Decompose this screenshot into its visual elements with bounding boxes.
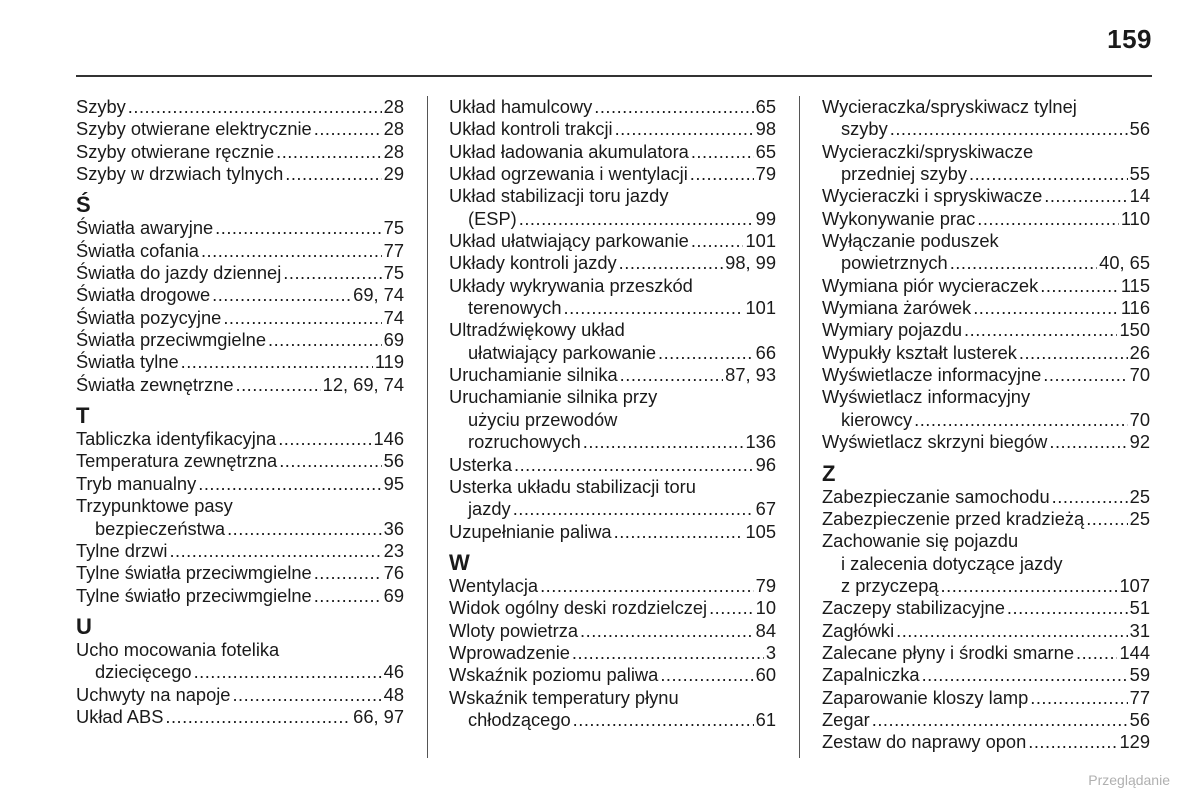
leader-dots (580, 620, 754, 642)
footer-label: Przeglądanie (1088, 772, 1170, 788)
entry-term: Zabezpieczenie przed kradzieżą (822, 507, 1085, 529)
page-reference: 77 (1129, 686, 1150, 708)
index-entry (449, 575, 776, 597)
entry-term: Zachowanie się pojazdu (822, 530, 1019, 552)
entry-term: Wskaźnik poziomu paliwa (449, 664, 659, 686)
page-reference: 74 (383, 306, 404, 328)
page-reference: 92 (1129, 431, 1150, 453)
page-reference: 70 (1129, 408, 1150, 430)
entry-term: Wentylacja (449, 574, 539, 596)
leader-dots (691, 141, 754, 163)
leader-dots (194, 661, 382, 683)
entry-term: Zestaw do naprawy opon (822, 731, 1027, 753)
leader-dots (914, 409, 1128, 431)
entry-term: z przyczepą (841, 574, 939, 596)
entry-term: Zaczepy stabilizacyjne (822, 597, 1005, 619)
leader-dots (572, 642, 764, 664)
entry-term: Ultradźwiękowy układ (449, 319, 625, 341)
entry-term: (ESP) (468, 207, 517, 229)
index-entry (449, 620, 776, 642)
page-reference: 119 (374, 351, 404, 373)
index-entry (76, 141, 404, 163)
leader-dots (165, 706, 351, 728)
index-entry (76, 118, 404, 140)
index-entry (822, 409, 1150, 431)
index-entry (822, 642, 1150, 664)
index-entry (76, 428, 404, 450)
index-entry-continuation (822, 141, 1150, 163)
entry-term: Układ stabilizacji toru jazdy (449, 185, 669, 207)
leader-dots (660, 664, 753, 686)
index-entry (822, 709, 1150, 731)
leader-dots (314, 118, 382, 140)
leader-dots (128, 96, 382, 118)
page-reference: 3 (765, 641, 776, 663)
entry-term: ułatwiający parkowanie (468, 341, 656, 363)
leader-dots (620, 364, 724, 386)
leader-dots (1044, 185, 1127, 207)
entry-term: Zalecane płyny i środki smarne (822, 641, 1074, 663)
index-entry (449, 230, 776, 252)
leader-dots (1076, 642, 1118, 664)
leader-dots (236, 374, 321, 396)
entry-term: Tabliczka identyfikacyjna (76, 428, 277, 450)
index-entry-continuation (449, 386, 776, 408)
page-reference: 46 (383, 661, 404, 683)
index-entry (449, 364, 776, 386)
index-entry-continuation (449, 476, 776, 498)
entry-term: dziecięcego (95, 661, 192, 683)
page-reference: 69, 74 (353, 284, 404, 306)
leader-dots (619, 252, 724, 274)
leader-dots (1028, 731, 1117, 753)
index-entry (76, 329, 404, 351)
leader-dots (896, 620, 1128, 642)
page-reference: 55 (1129, 163, 1150, 185)
entry-term: Światła pozycyjne (76, 306, 222, 328)
index-entry (449, 454, 776, 476)
entry-term: Zegar (822, 708, 870, 730)
entry-term: Wyświetlacz skrzyni biegów (822, 431, 1048, 453)
page-reference: 25 (1129, 507, 1150, 529)
page-reference: 99 (755, 207, 776, 229)
page-reference: 12, 69, 74 (322, 373, 404, 395)
page-reference: 150 (1119, 319, 1150, 341)
index-entry (822, 431, 1150, 453)
entry-term: Wprowadzenie (449, 641, 570, 663)
index-column-1 (76, 96, 404, 728)
index-entry (449, 664, 776, 686)
page-reference: 79 (755, 163, 776, 185)
entry-term: Układ ułatwiający parkowanie (449, 230, 689, 252)
leader-dots (198, 473, 381, 495)
entry-term: Światła przeciwmgielne (76, 329, 266, 351)
page-reference: 105 (745, 520, 776, 542)
leader-dots (691, 230, 744, 252)
entry-term: Wycieraczki i spryskiwacze (822, 185, 1043, 207)
leader-dots (890, 118, 1128, 140)
page-reference: 77 (383, 239, 404, 261)
entry-term: Uruchamianie silnika (449, 364, 618, 386)
entry-term: Zagłówki (822, 619, 895, 641)
entry-term: Wykonywanie prac (822, 207, 976, 229)
page-reference: 40, 65 (1099, 252, 1150, 274)
entry-term: Uruchamianie silnika przy (449, 386, 658, 408)
leader-dots (1007, 597, 1128, 619)
entry-term: Wycieraczka/spryskiwacz tylnej (822, 96, 1077, 117)
entry-term: powietrznych (841, 252, 948, 274)
page-reference: 129 (1119, 731, 1150, 753)
entry-term: terenowych (468, 297, 562, 319)
entry-term: Szyby otwierane ręcznie (76, 140, 275, 162)
index-entry (76, 706, 404, 728)
index-column-2 (449, 96, 776, 731)
entry-term: Wyświetlacze informacyjne (822, 364, 1042, 386)
index-entry (822, 118, 1150, 140)
leader-dots (1040, 275, 1119, 297)
page-reference: 65 (755, 96, 776, 117)
entry-term: Układ ABS (76, 705, 164, 727)
index-entry (76, 540, 404, 562)
index-entry (76, 351, 404, 373)
leader-dots (573, 709, 754, 731)
leader-dots (201, 240, 382, 262)
page-reference: 101 (745, 297, 776, 319)
page-number: 159 (1107, 24, 1152, 54)
page-reference: 75 (383, 217, 404, 239)
index-entry-continuation (449, 687, 776, 709)
leader-dots (1052, 486, 1128, 508)
entry-term: i zalecenia dotyczące jazdy (841, 552, 1063, 574)
entry-term: Światła drogowe (76, 284, 211, 306)
leader-dots (973, 297, 1119, 319)
leader-dots (223, 307, 381, 329)
page-reference: 70 (1129, 364, 1150, 386)
entry-term: Wypukły kształt lusterek (822, 341, 1017, 363)
index-entry-continuation (76, 495, 404, 517)
entry-term: Szyby (76, 96, 126, 117)
index-entry (449, 642, 776, 664)
leader-dots (1049, 431, 1127, 453)
index-entry (449, 709, 776, 731)
index-column-3 (822, 96, 1150, 754)
index-entry (822, 185, 1150, 207)
page-reference: 31 (1129, 619, 1150, 641)
entry-term: Światła cofania (76, 239, 199, 261)
index-entry (76, 585, 404, 607)
page-reference: 110 (1120, 207, 1150, 229)
leader-dots (519, 208, 754, 230)
leader-dots (969, 163, 1128, 185)
index-entry (76, 262, 404, 284)
index-entry (822, 275, 1150, 297)
leader-dots (922, 664, 1128, 686)
index-entry (76, 163, 404, 185)
leader-dots (314, 562, 382, 584)
index-entry (822, 163, 1150, 185)
leader-dots (1086, 508, 1127, 530)
leader-dots (276, 141, 382, 163)
index-entry (76, 518, 404, 540)
page-reference: 25 (1129, 485, 1150, 507)
index-letter-heading: W (449, 549, 470, 575)
index-entry-continuation (822, 530, 1150, 552)
leader-dots (268, 329, 382, 351)
entry-term: Układ ogrzewania i wentylacji (449, 163, 688, 185)
entry-term: Wskaźnik temperatury płynu (449, 686, 679, 708)
page-reference: 14 (1129, 185, 1150, 207)
index-letter-heading: Z (822, 460, 836, 486)
index-entry (449, 163, 776, 185)
page-reference: 84 (755, 619, 776, 641)
page-reference: 67 (755, 498, 776, 520)
leader-dots (212, 284, 351, 306)
index-entry (449, 252, 776, 274)
index-entry (76, 284, 404, 306)
entry-term: Wloty powietrza (449, 619, 579, 641)
index-entry (822, 731, 1150, 753)
leader-dots (950, 252, 1097, 274)
entry-term: Wymiana żarówek (822, 297, 972, 319)
leader-dots (285, 163, 381, 185)
index-entry-continuation (449, 185, 776, 207)
entry-term: Usterka (449, 453, 512, 475)
page-reference: 76 (383, 562, 404, 584)
index-entry (449, 597, 776, 619)
page-reference: 28 (383, 96, 404, 117)
leader-dots (709, 597, 754, 619)
index-entry (76, 684, 404, 706)
page-reference: 56 (1129, 118, 1150, 140)
leader-dots (690, 163, 754, 185)
page-reference: 96 (755, 453, 776, 475)
entry-term: Wymiana piór wycieraczek (822, 274, 1039, 296)
page-reference: 26 (1129, 341, 1150, 363)
index-entry (822, 687, 1150, 709)
index-entry (449, 431, 776, 453)
index-entry (822, 208, 1150, 230)
index-entry (76, 374, 404, 396)
index-entry-continuation (822, 386, 1150, 408)
index-entry (76, 96, 404, 118)
entry-term: Zapalniczka (822, 664, 920, 686)
entry-term: Widok ogólny deski rozdzielczej (449, 597, 708, 619)
entry-term: Światła tylne (76, 351, 179, 373)
entry-term: jazdy (468, 498, 511, 520)
entry-term: Wymiary pojazdu (822, 319, 963, 341)
leader-dots (1043, 364, 1127, 386)
page-reference: 56 (1129, 708, 1150, 730)
index-entry (822, 664, 1150, 686)
leader-dots (314, 585, 382, 607)
leader-dots (615, 118, 754, 140)
index-entry (822, 252, 1150, 274)
leader-dots (232, 684, 381, 706)
entry-term: Trzypunktowe pasy (76, 495, 233, 517)
index-entry (449, 141, 776, 163)
entry-term: Usterka układu stabilizacji toru (449, 475, 696, 497)
leader-dots (279, 450, 381, 472)
leader-dots (278, 428, 371, 450)
entry-term: Szyby w drzwiach tylnych (76, 163, 284, 185)
page-reference: 146 (373, 428, 404, 450)
index-entry (76, 562, 404, 584)
entry-term: szyby (841, 118, 888, 140)
page-reference: 66 (755, 341, 776, 363)
leader-dots (169, 540, 381, 562)
leader-dots (594, 96, 753, 118)
page-reference: 60 (755, 664, 776, 686)
entry-term: Światła do jazdy dziennej (76, 262, 282, 284)
index-letter-heading: Ś (76, 192, 91, 218)
entry-term: Tryb manualny (76, 472, 197, 494)
leader-dots (658, 342, 754, 364)
entry-term: Układ hamulcowy (449, 96, 593, 117)
entry-term: Układ kontroli trakcji (449, 118, 613, 140)
index-entry (449, 342, 776, 364)
index-entry (822, 319, 1150, 341)
index-entry (76, 450, 404, 472)
entry-term: Tylne światło przeciwmgielne (76, 584, 312, 606)
index-entry-continuation (449, 319, 776, 341)
index-entry (822, 620, 1150, 642)
index-letter-heading: T (76, 403, 90, 429)
index-entry (76, 307, 404, 329)
entry-term: Uzupełnianie paliwa (449, 520, 612, 542)
entry-term: Światła zewnętrzne (76, 373, 234, 395)
index-entry-continuation (822, 553, 1150, 575)
index-entry (449, 208, 776, 230)
leader-dots (215, 217, 381, 239)
index-entry (822, 575, 1150, 597)
index-entry (76, 473, 404, 495)
entry-term: Światła awaryjne (76, 217, 214, 239)
page-reference: 23 (383, 539, 404, 561)
leader-dots (1019, 342, 1128, 364)
index-entry (822, 364, 1150, 386)
index-entry-continuation (76, 639, 404, 661)
index-entry (449, 498, 776, 520)
leader-dots (181, 351, 373, 373)
entry-term: Zaparowanie kloszy lamp (822, 686, 1029, 708)
leader-dots (540, 575, 754, 597)
index-entry-continuation (449, 409, 776, 431)
index-entry-continuation (449, 275, 776, 297)
index-entry (449, 118, 776, 140)
page-reference: 116 (1120, 297, 1150, 319)
leader-dots (872, 709, 1128, 731)
entry-term: rozruchowych (468, 431, 581, 453)
entry-term: bezpieczeństwa (95, 517, 226, 539)
leader-dots (1030, 687, 1127, 709)
index-entry (449, 521, 776, 543)
index-entry (822, 297, 1150, 319)
page-reference: 144 (1119, 641, 1150, 663)
index-entry (449, 297, 776, 319)
entry-term: użyciu przewodów (468, 408, 618, 430)
entry-term: Układy kontroli jazdy (449, 252, 617, 274)
page-reference: 95 (383, 472, 404, 494)
index-entry (449, 96, 776, 118)
leader-dots (283, 262, 381, 284)
page-reference: 107 (1119, 574, 1150, 596)
leader-dots (513, 498, 754, 520)
index-entry (76, 217, 404, 239)
entry-term: przedniej szyby (841, 163, 967, 185)
entry-term: Układ ładowania akumulatora (449, 140, 689, 162)
entry-term: Tylne drzwi (76, 539, 168, 561)
index-entry-continuation (822, 230, 1150, 252)
entry-term: Wyłączanie poduszek (822, 230, 999, 252)
leader-dots (227, 518, 382, 540)
page-reference: 61 (755, 708, 776, 730)
entry-term: Uchwyty na napoje (76, 683, 231, 705)
entry-term: chłodzącego (468, 708, 571, 730)
index-entry (76, 661, 404, 683)
entry-term: Tylne światła przeciwmgielne (76, 562, 312, 584)
entry-term: Temperatura zewnętrzna (76, 450, 278, 472)
index-entry-continuation (822, 96, 1150, 118)
page-reference: 98 (755, 118, 776, 140)
leader-dots (977, 208, 1119, 230)
entry-term: Układy wykrywania przeszkód (449, 274, 693, 296)
page-reference: 29 (383, 163, 404, 185)
index-entry (822, 486, 1150, 508)
entry-term: Ucho mocowania fotelika (76, 638, 280, 660)
page-reference: 48 (383, 683, 404, 705)
page-reference: 136 (745, 431, 776, 453)
index-entry (76, 240, 404, 262)
page-reference: 59 (1129, 664, 1150, 686)
leader-dots (564, 297, 744, 319)
column-divider-2 (799, 96, 800, 758)
entry-term: Wycieraczki/spryskiwacze (822, 140, 1034, 162)
page-reference: 87, 93 (725, 364, 776, 386)
index-letter-heading: U (76, 613, 92, 639)
page-reference: 98, 99 (725, 252, 776, 274)
index-entry (822, 597, 1150, 619)
page-reference: 75 (383, 262, 404, 284)
page-reference: 10 (755, 597, 776, 619)
page-reference: 56 (383, 450, 404, 472)
page-reference: 28 (383, 140, 404, 162)
page-reference: 115 (1120, 274, 1150, 296)
leader-dots (583, 431, 744, 453)
entry-term: Szyby otwierane elektrycznie (76, 118, 312, 140)
column-divider-1 (427, 96, 428, 758)
leader-dots (614, 521, 744, 543)
index-entry (822, 508, 1150, 530)
header-rule (76, 75, 1152, 77)
index-entry (822, 342, 1150, 364)
leader-dots (964, 319, 1117, 341)
page-reference: 28 (383, 118, 404, 140)
entry-term: Zabezpieczanie samochodu (822, 485, 1050, 507)
page-reference: 69 (383, 584, 404, 606)
entry-term: Wyświetlacz informacyjny (822, 386, 1031, 408)
page-reference: 101 (745, 230, 776, 252)
leader-dots (941, 575, 1118, 597)
page-reference: 66, 97 (353, 705, 404, 727)
leader-dots (514, 454, 754, 476)
entry-term: kierowcy (841, 408, 913, 430)
page-reference: 79 (755, 574, 776, 596)
page-reference: 36 (383, 517, 404, 539)
page-reference: 65 (755, 140, 776, 162)
page-reference: 69 (383, 329, 404, 351)
page-reference: 51 (1129, 597, 1150, 619)
